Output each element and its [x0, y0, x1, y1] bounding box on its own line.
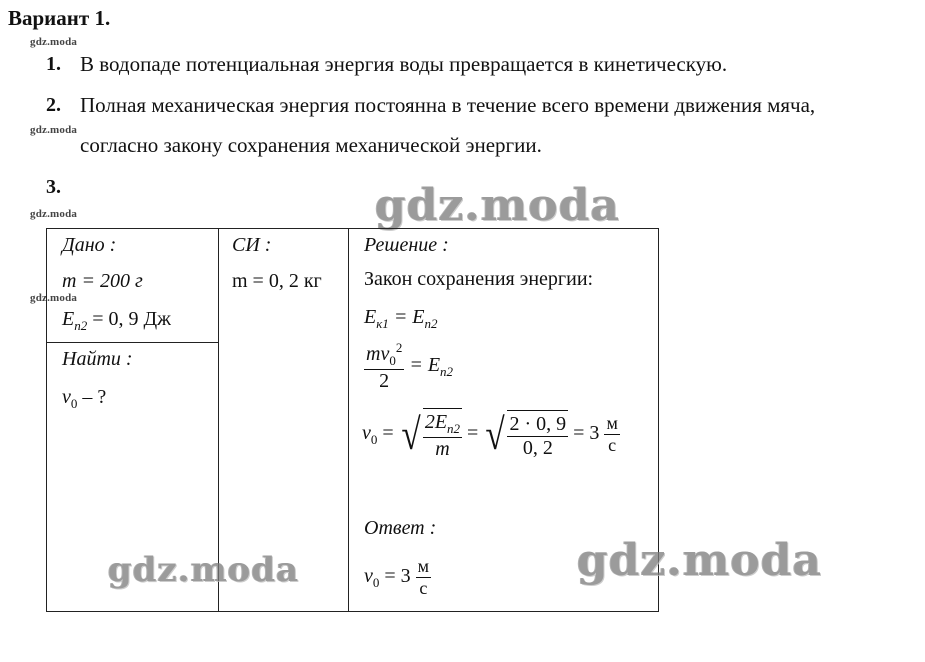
eq3-f2-num: 2 · 0, 9 [509, 412, 567, 435]
ans-unit-num: м [417, 556, 430, 576]
column-divider [348, 228, 349, 611]
eq3-v: v [362, 422, 371, 445]
given-energy [62, 308, 171, 334]
equation-2 [364, 340, 453, 393]
eq1-mid: = E [388, 306, 425, 328]
watermark-small: gdz.moda [30, 208, 78, 220]
ans-unit-fraction [416, 556, 431, 599]
variant-title: Вариант 1. [8, 6, 111, 30]
eq3-f1-sub: п2 [447, 421, 461, 436]
sqrt-sign: √ [401, 409, 421, 459]
eq3-f1-num: 2E [424, 411, 448, 433]
equation-3 [362, 408, 620, 461]
watermark-big: gdz.moda [108, 550, 300, 590]
row-divider [46, 342, 219, 343]
eq3-result: = 3 [573, 422, 600, 445]
sqrt-sign: √ [485, 409, 506, 459]
find-velocity [62, 386, 106, 412]
eq2-num-sup: 2 [395, 340, 403, 355]
sqrt-1 [399, 408, 462, 461]
si-mass: m = 0, 2 кг [232, 270, 322, 292]
watermark-small: gdz.moda [30, 124, 78, 136]
item-number-2: 2. [46, 94, 61, 116]
eq3-eq: = [382, 422, 394, 445]
law-statement: Закон сохранения энергии: [364, 268, 594, 290]
eq2-den: 2 [379, 370, 390, 392]
eq2-right: = E [409, 354, 441, 377]
item-text-2-line2: согласно закону сохранения механической энергии. [80, 133, 542, 157]
ans-v-sub: 0 [372, 575, 380, 591]
ans-unit-den: с [419, 578, 428, 598]
watermark-small: gdz.moda [30, 292, 78, 304]
unit-fraction [604, 413, 619, 456]
eq3-f1-den: m [435, 438, 450, 460]
answer [364, 556, 431, 599]
eq2-num: mv [366, 343, 390, 365]
eq2-num-sub: 0 [389, 353, 396, 368]
given-header: Дано : [62, 234, 117, 256]
given-mass-text: m = 200 г [62, 270, 143, 292]
velocity-question: – ? [77, 386, 107, 408]
item-text-1: В водопаде потенциальная энергия воды превращается в кинетическую. [80, 52, 728, 76]
eq3-f2-den: 0, 2 [522, 436, 553, 459]
energy-symbol: E [62, 308, 75, 330]
equation-1 [364, 306, 438, 332]
eq1-sub: к1 [376, 316, 389, 331]
item-number-3: 3. [46, 176, 61, 198]
velocity-symbol: v [62, 386, 71, 408]
kinetic-fraction [364, 340, 404, 393]
sqrt-2 [483, 410, 568, 460]
si-header: СИ : [232, 234, 272, 256]
watermark-big: gdz.moda [375, 180, 621, 231]
answer-header: Ответ : [364, 517, 437, 539]
velocity-subscript: 0 [70, 396, 78, 411]
given-mass [62, 270, 143, 293]
item-number-1: 1. [46, 53, 61, 75]
energy-subscript: п2 [74, 318, 88, 333]
eq1-right-sub: п2 [424, 316, 438, 331]
eq3-eq2: = [467, 422, 479, 445]
eq3-v-sub: 0 [370, 432, 378, 448]
unit-num: м [606, 413, 618, 433]
energy-value: = 0, 9 Дж [87, 308, 171, 330]
solution-header: Решение : [364, 234, 449, 256]
ans-v: v [364, 565, 373, 588]
ans-eq: = 3 [384, 565, 411, 588]
eq2-right-sub: п2 [440, 364, 454, 380]
item-text-2-line1: Полная механическая энергия постоянна в течение всего времени движения мяча, [80, 93, 816, 117]
watermark-small: gdz.moda [30, 36, 78, 48]
eq1-e: E [364, 306, 377, 328]
unit-den: с [608, 435, 617, 455]
watermark-big: gdz.moda [577, 535, 823, 586]
find-header: Найти : [62, 348, 133, 370]
